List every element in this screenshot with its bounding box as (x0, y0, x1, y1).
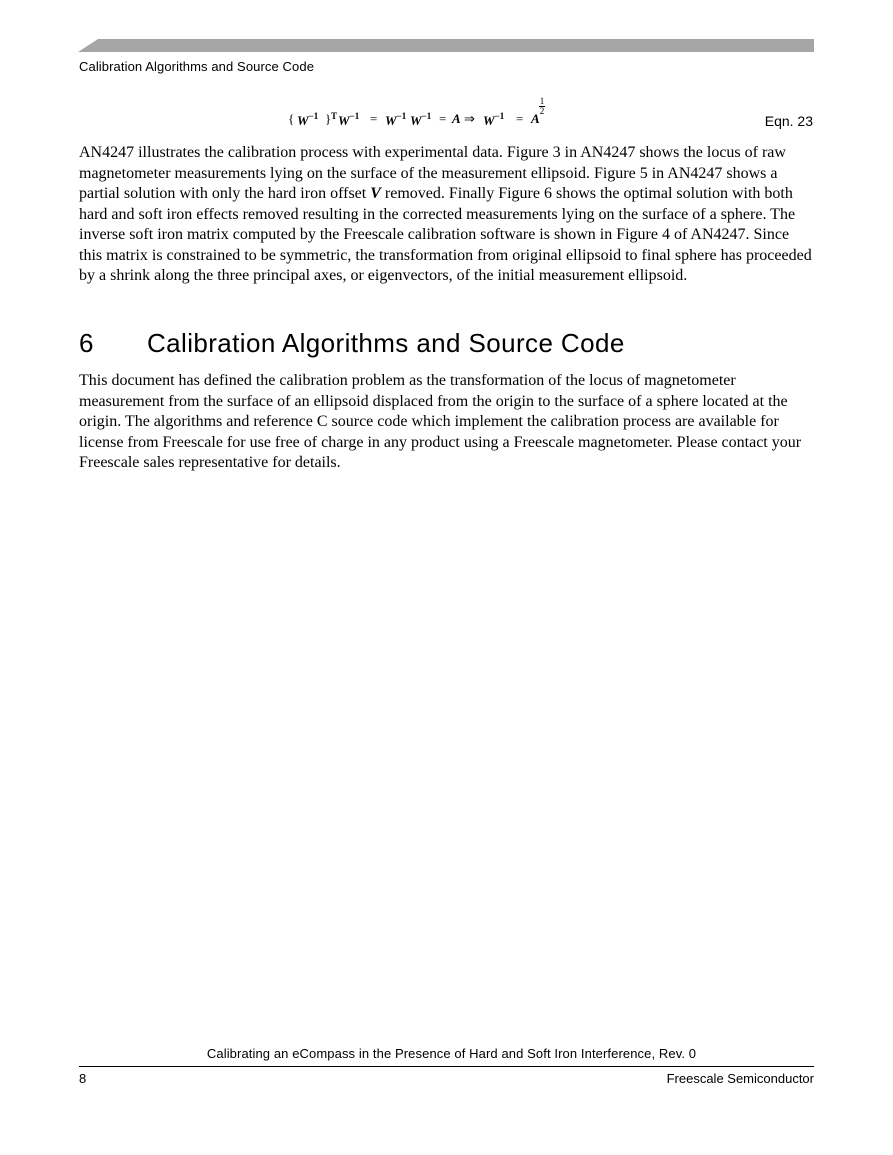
section-title: Calibration Algorithms and Source Code (147, 328, 625, 358)
footer-company: Freescale Semiconductor (666, 1071, 814, 1086)
equation-number: Eqn. 23 (764, 113, 813, 129)
eq-w-3: $W^{-1}$ (385, 111, 407, 128)
eq-frac-denominator: 2 (539, 106, 545, 116)
eq-equals-1: = (370, 111, 378, 126)
eq-w-4: $W^{-1}$ (410, 111, 432, 128)
eq-w-5: $W^{-1}$ (483, 111, 505, 128)
page-number: 8 (79, 1071, 87, 1086)
eq-transpose: T (331, 111, 338, 121)
eq-w-1: $W^{-1}$ (297, 111, 319, 128)
eq-exponent-fraction (539, 97, 545, 116)
variable-v: V (370, 185, 381, 202)
eq-frac-numerator: 1 (539, 96, 545, 106)
eq-w-2: $W^{-1}$ (338, 111, 360, 128)
eq-implies: ⇒ (464, 111, 475, 126)
footer-rule (79, 1066, 814, 1067)
footer-document-title: Calibrating an eCompass in the Presence of Hard and Soft Iron Interference, Rev. 0 (206, 1046, 697, 1061)
section-heading (79, 328, 625, 359)
eq-equals-2: = (439, 111, 447, 126)
header-bar (78, 39, 814, 52)
running-header: Calibration Algorithms and Source Code (79, 59, 315, 74)
paragraph-experimental-data: AN4247 illustrates the calibration process with experimental data. Figure 3 in AN4247 shows the locus of raw magnetometer measurements lying on the surface of the measurement ellipsoid. Figure 5 in AN4247 shows a partial solution with only the hard iron offset V removed. Finally Figure 6 shows the optimal solution with both hard and soft iron effects removed resulting in the corrected measurements lying on the surface of a sphere. The inverse soft iron matrix computed by the Freescale calibration software is shown in Figure 4 of AN4247. Since this matrix is constrained to be symmetric, the transformation from original ellipsoid to final sphere has proceeded by a shrink along the three principal axes, or eigenvectors, of the initial measurement ellipsoid. (79, 144, 812, 284)
eq-equals-3: = (516, 111, 524, 126)
paragraph-calibration-summary: This document has defined the calibration problem as the transformation of the locus of magnetometer measurement from the surface of an ellipsoid displaced from the origin to the surface of a sphere located at the origin. The algorithms and reference C source code which implement the calibration process are available for license from Freescale for use free of charge in any product using a Freescale magnetometer. Please contact your Freescale sales representative for details. (79, 372, 802, 471)
eq-brace-open: { (288, 111, 295, 126)
eq-a-2: A (531, 111, 540, 126)
eq-brace-close: } (325, 111, 332, 126)
section-number: 6 (79, 328, 94, 358)
eq-a-1: A (452, 111, 461, 126)
